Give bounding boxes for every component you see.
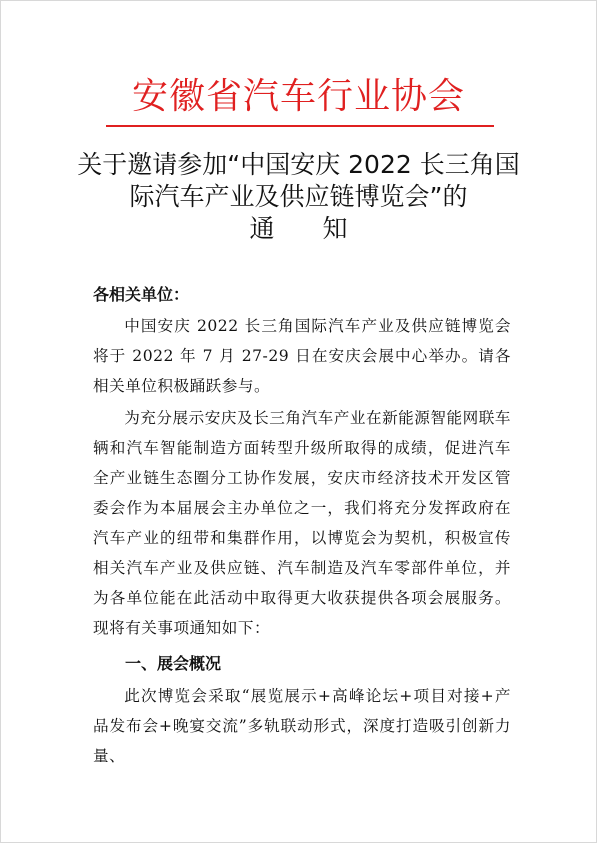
paragraph: 为充分展示安庆及长三角汽车产业在新能源智能网联车辆和汽车智能制造方面转型升级所取得的成绩，促进汽车全产业链生态圈分工协作发展，安庆市经济技术开发区管委会作为本届展会主办单位之一，我们将充分发挥政府在汽车产业的纽带和集群作用，以博览会为契机，积极宣传相关汽车产业及供应链、汽车制造及汽车零部件单位，并为各单位能在此活动中取得更大收获提供各项会展服务。现将有关事项通知如下： bbox=[93, 409, 511, 637]
paragraph: 此次博览会采取“展览展示+高峰论坛+项目对接+产品发布会+晚宴交流”多轨联动形式，深度打造吸引创新力量、 bbox=[93, 687, 511, 765]
notice-title-line-1: 关于邀请参加“中国安庆 2022 长三角国 bbox=[77, 150, 520, 179]
notice-title-line-3: 通 知 bbox=[249, 214, 348, 243]
paragraph: 中国安庆 2022 长三角国际汽车产业及供应链博览会将于 2022 年 7 月 27-29 日在安庆会展中心举办。请各相关单位积极踊跃参与。 bbox=[93, 317, 511, 395]
notice-title bbox=[1, 149, 596, 245]
organization-title: 安徽省汽车行业协会 bbox=[131, 76, 465, 117]
red-header-rule bbox=[106, 125, 494, 127]
paragraph-2-block bbox=[93, 403, 511, 643]
notice-title-line-2: 际汽车产业及供应链博览会”的 bbox=[129, 182, 468, 211]
salutation: 各相关单位： bbox=[93, 285, 190, 304]
section-overview-block bbox=[93, 681, 511, 771]
section-heading-overview: 一、展会概况 bbox=[125, 654, 222, 673]
paragraph-1-block bbox=[93, 311, 511, 401]
